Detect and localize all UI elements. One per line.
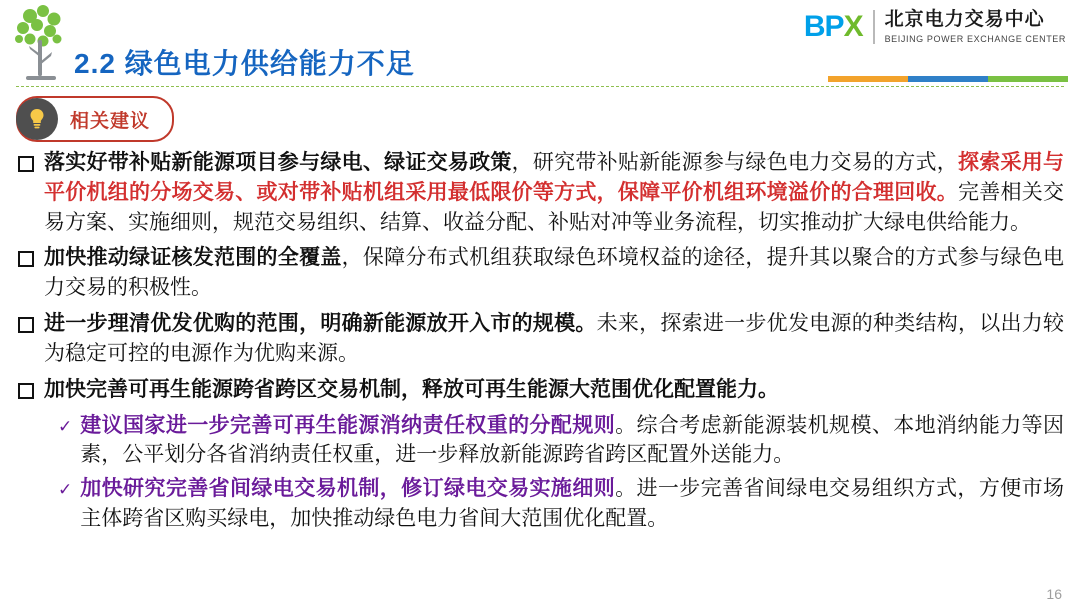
brand-logo [804,10,1066,44]
sub-list-item-text [80,474,1064,534]
brand-mark-text: BPX [803,10,863,43]
square-bullet-icon [18,156,34,172]
list-item-text [44,148,1064,237]
text-run: 。进一步完善省间绿电交易组织方式，方便市场主体跨省区购买绿电，加快推动绿色电力省间大范围优化配置。 [80,476,1064,530]
text-run: ，保障分布式机组获取绿色环境权益的途径，提升其以聚合的方式参与绿色电力交易的积极性。 [44,245,1065,300]
brand-divider [873,10,875,44]
check-bullet-icon: ✓ [58,480,73,500]
header-divider [16,86,1064,87]
accent-bar-blue [908,76,988,82]
text-run: 建议国家进一步完善可再生能源消纳责任权重的分配规则 [80,412,616,437]
page-title: 2.2 绿色电力供给能力不足 [74,48,415,79]
list-item [18,309,1064,369]
accent-bars [828,76,1068,82]
slide-header [0,0,1080,92]
text-run: 。综合考虑新能源装机规模、本地消纳能力等因素，公平划分各省消纳责任权重，进一步释放新能源跨省跨区配置外送能力。 [80,412,1064,467]
lightbulb-icon [16,98,58,140]
sub-list-item [58,474,1064,534]
list-item [18,243,1064,303]
sub-list-item-text [80,411,1064,471]
tree-logo-icon [10,2,72,88]
slide-body [18,148,1064,538]
text-run: 加快完善可再生能源跨省跨区交易机制，释放可再生能源大范围优化配置能力。 [44,376,779,401]
text-run: 探索采用与平价机组的分场交易、或对带补贴机组采用最低限价等方式，保障平价机组环境溢价的合理回收。 [44,150,1065,204]
text-run: 落实好带补贴新能源项目参与绿电、绿证交易政策 [44,150,512,174]
brand-name-cn: 北京电力交易中心 [884,9,1045,31]
list-item-text [44,243,1064,303]
square-bullet-icon [18,251,34,267]
page-number: 16 [1046,586,1062,602]
list-item [18,148,1064,237]
text-run: 加快推动绿证核发范围的全覆盖 [44,245,342,270]
list-item-text [44,375,1064,405]
check-bullet-icon: ✓ [58,416,73,436]
square-bullet-icon [18,317,34,333]
status-badge-label: 相关建议 [70,110,151,132]
square-bullet-icon [18,383,34,399]
sub-list-item [58,411,1064,471]
text-run: 未来，探索进一步优发电源的种类结构，以出力较为稳定可控的电源作为优购来源。 [44,311,1065,365]
text-run: 加快研究完善省间绿电交易机制，修订绿电交易实施细则 [80,476,616,501]
list-item-text [44,309,1064,369]
status-badge [16,96,174,142]
text-run: 进一步理清优发优购的范围，明确新能源放开入市的规模。 [44,311,597,336]
accent-bar-orange [828,76,908,82]
accent-bar-green [988,76,1068,82]
brand-name-en: BEIJING POWER EXCHANGE CENTER [884,33,1066,44]
text-run: ，研究带补贴新能源参与绿色电力交易的方式， [511,150,958,174]
text-run: 完善相关交易方案、实施细则，规范交易组织、结算、收益分配、补贴对冲等业务流程，切实推动扩大绿电供给能力。 [44,179,1065,234]
list-item [18,375,1064,405]
